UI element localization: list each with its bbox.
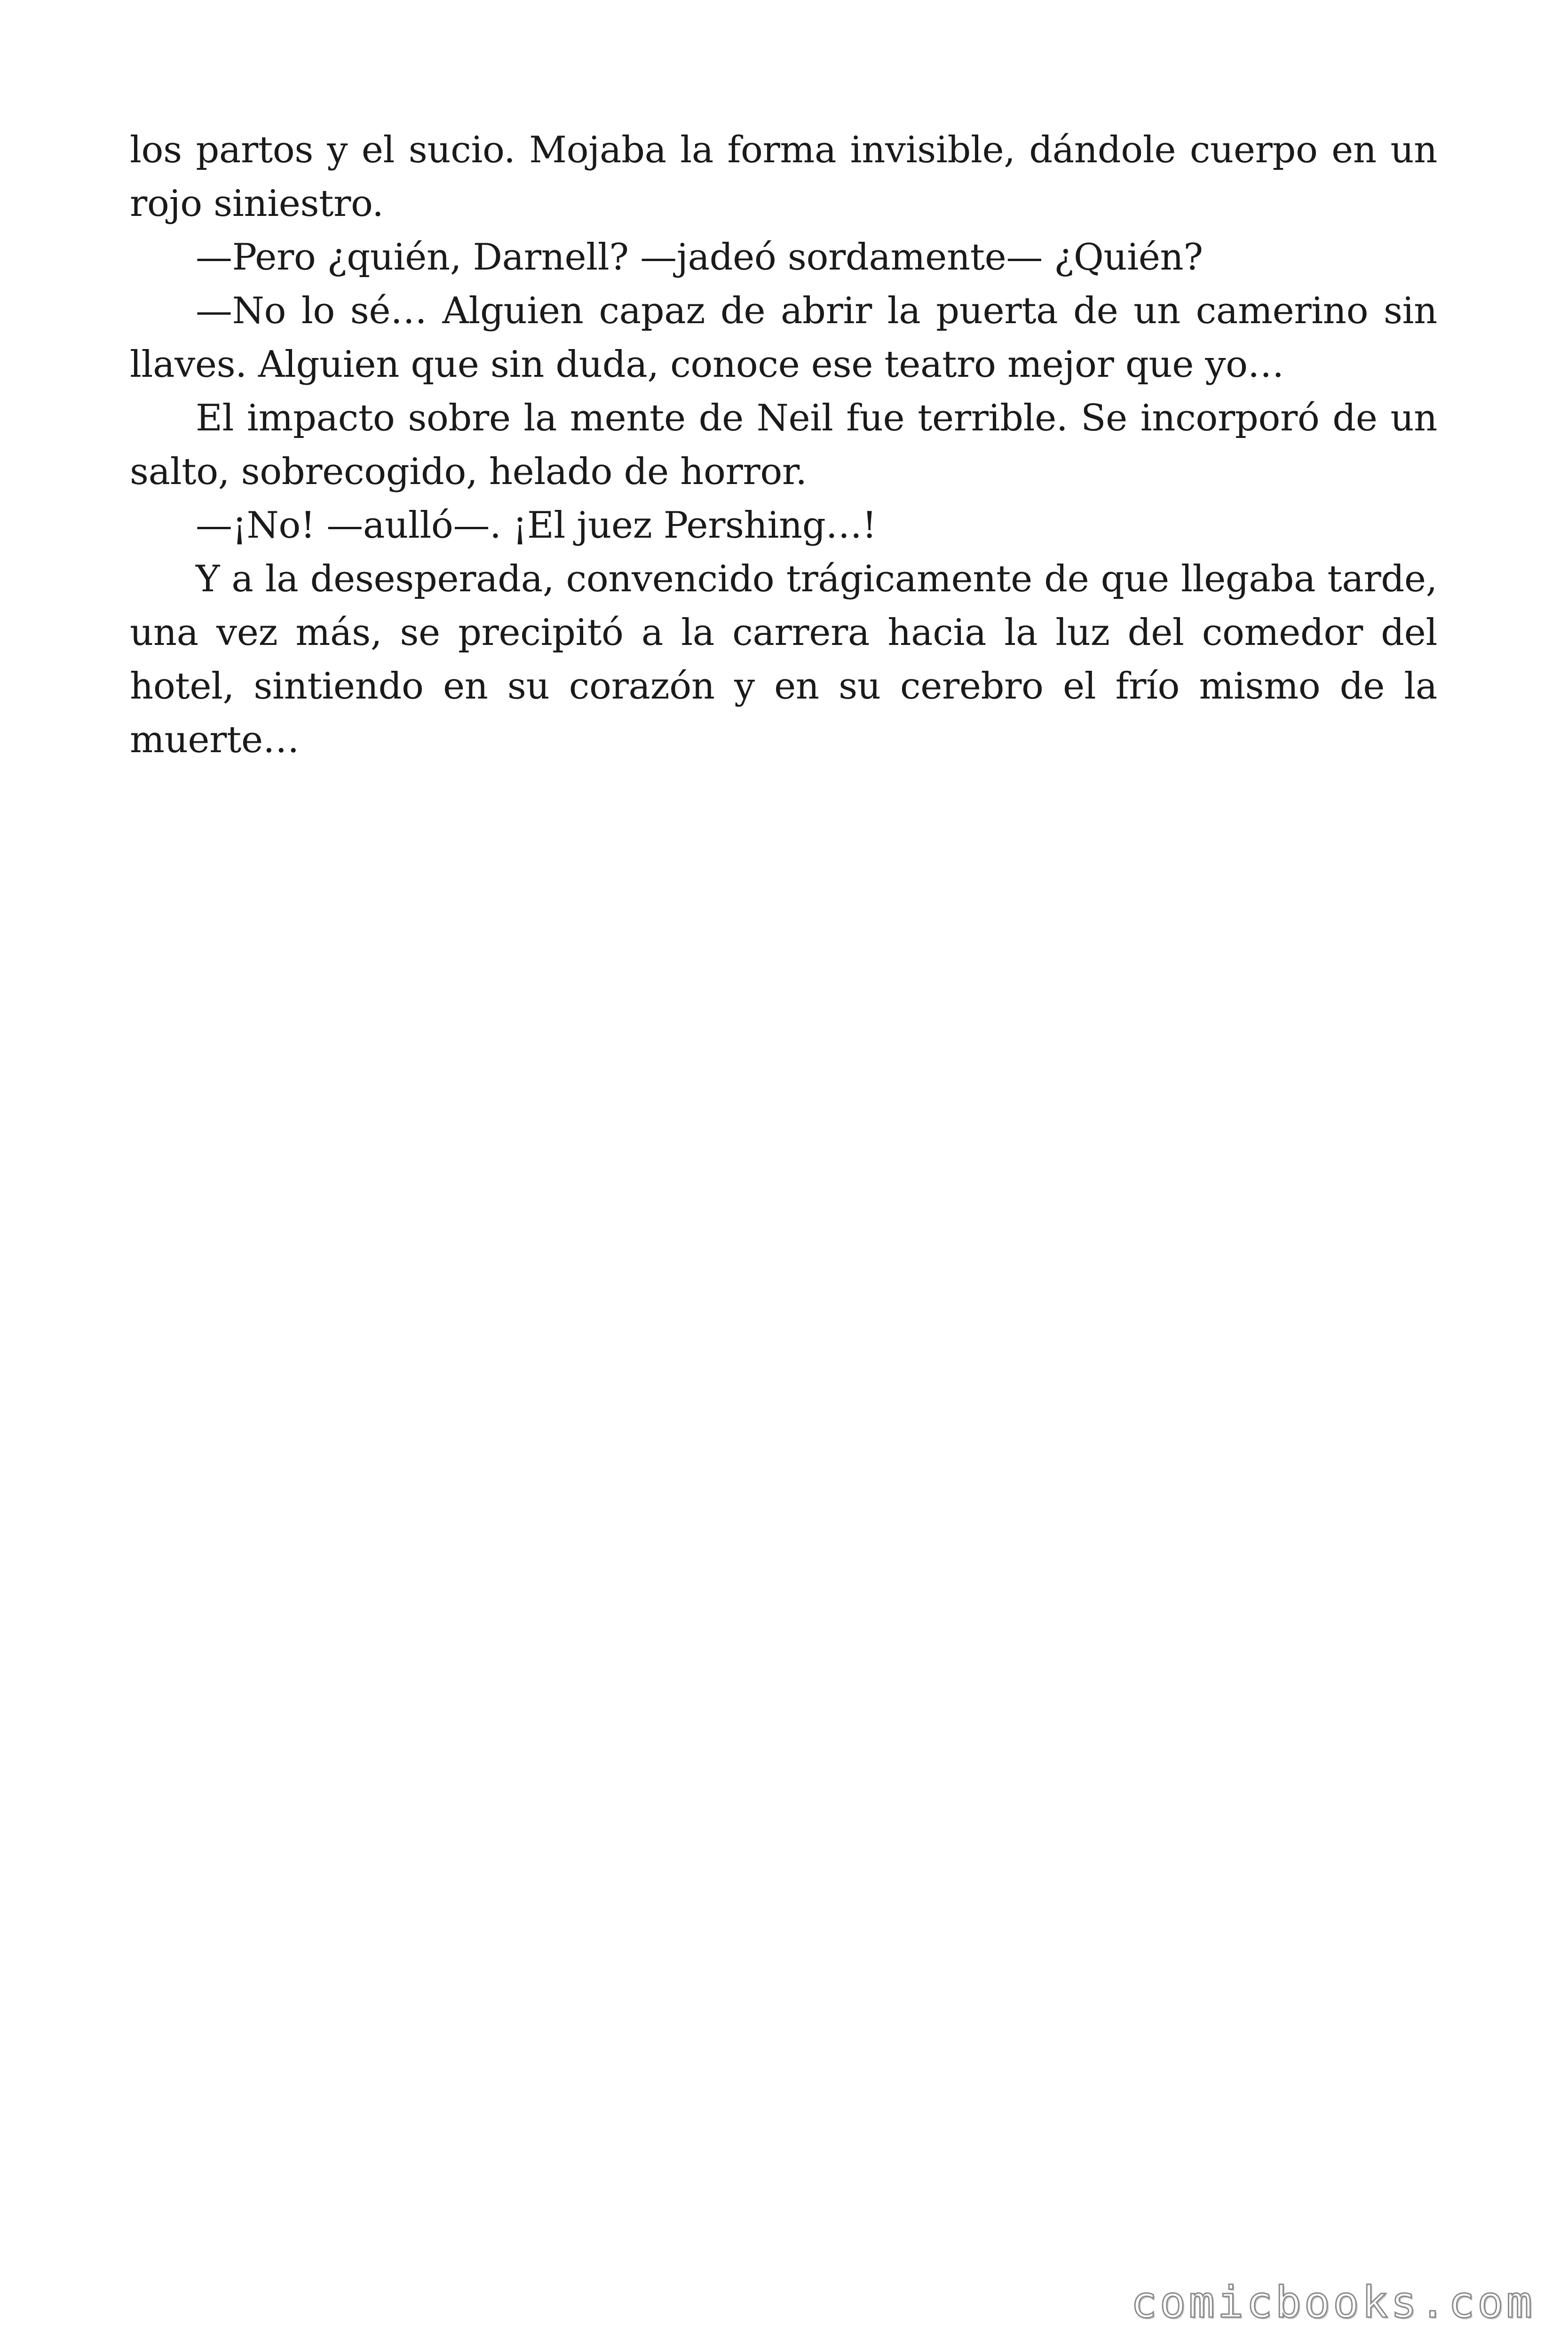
watermark: comicbooks.com [1131,2277,1535,2328]
paragraph: Y a la desesperada, convencido trágicamente de que llegaba tarde, una vez más, se precipitó a la carrera hacia la luz del comedor del hotel, sintiendo en su corazón y en su cerebro el frío mismo de la muerte… [130,558,1437,761]
paragraph: —Pero ¿quién, Darnell? —jadeó sordamente— ¿Quién? [196,236,1203,278]
paragraph: El impacto sobre la mente de Neil fue terrible. Se incorporó de un salto, sobrecogido, helado de horror. [130,397,1437,493]
paragraph: los partos y el sucio. Mojaba la forma invisible, dándole cuerpo en un rojo siniestro. [130,129,1437,225]
body-text [130,123,1437,767]
paragraph: —¡No! —aulló—. ¡El juez Pershing…! [196,504,877,547]
paragraph: —No lo sé… Alguien capaz de abrir la puerta de un camerino sin llaves. Alguien que sin duda, conoce ese teatro mejor que yo… [130,290,1437,386]
